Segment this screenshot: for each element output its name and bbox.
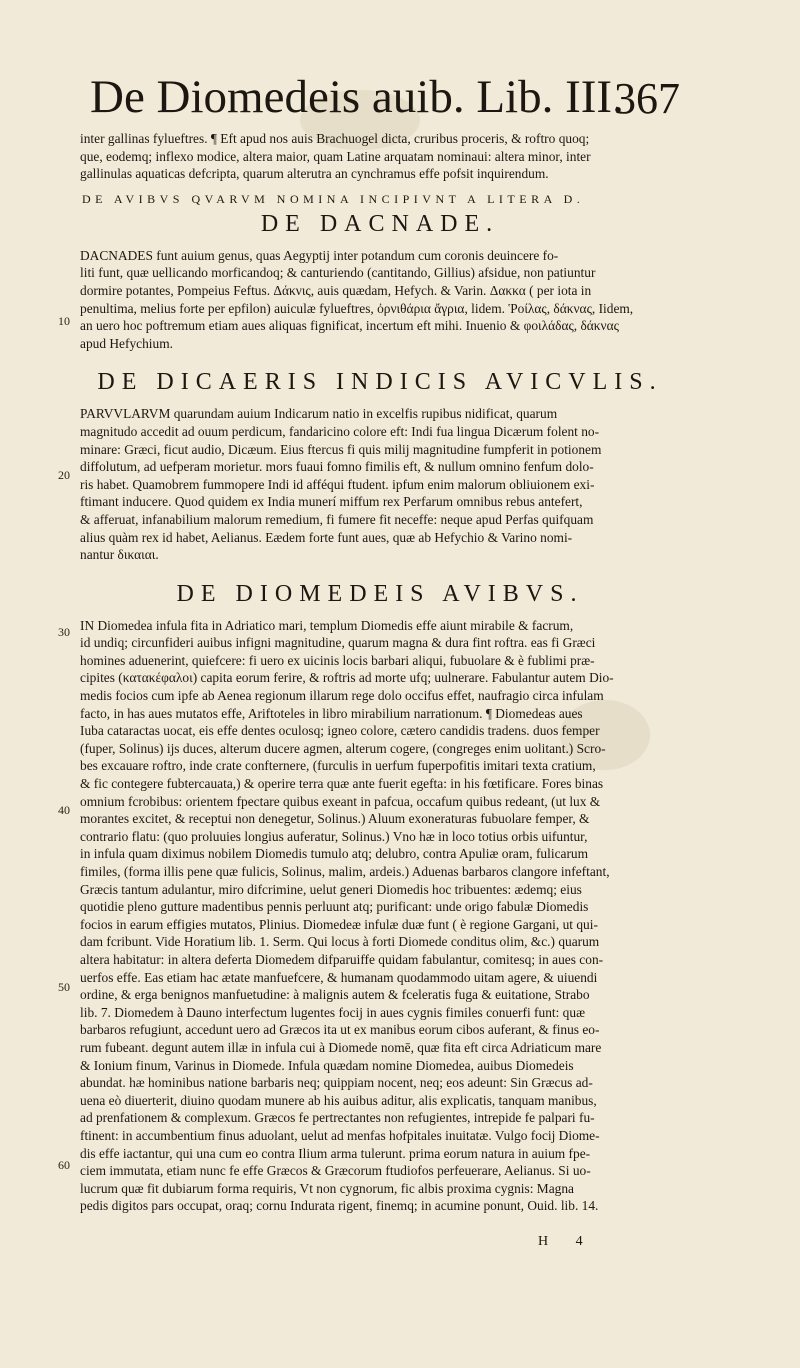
- section-heading-dacnade: DE DACNADE.: [260, 210, 500, 237]
- line-number: 50: [58, 980, 70, 994]
- text-line: morantes excitet, & receptui non denegetur, Solinus.) Aluum exoneraturas fubuolare femper, &: [80, 811, 590, 827]
- text-line: inter gallinas fylueftres. ¶ Eft apud nos auis Brachuogel dicta, cruribus proceris, & roftro quoq;: [80, 131, 590, 146]
- text-line: fimiles, (forma illis pene quæ fulicis, Solinus, malim, ardeis.) Aduenas barbaros clangore infeftant,: [80, 864, 610, 879]
- text-line: alius quàm rex id habet, Aelianus. Eædem forte funt aues, quæ ab Hefychio & Varino nomi-: [80, 529, 573, 545]
- text-line: ris habet. Quamobrem fummopere Indi id afféqui ftudent. ipfum enim malorum obliuionem exi-: [80, 476, 595, 492]
- text-line: quotidie pleno gutture madentibus pennis perluunt atq; purificant: unde origo fabulæ Diomedis: [80, 899, 589, 915]
- text-line: ciem immutata, etiam nunc fe effe Græcos & Græcorum ftudiofos perfeuerare, Aelianus. Si uo-: [80, 1163, 591, 1179]
- text-line: ftinent: in accumbentium finus aduolant, uelut ad menfas hofpitales inuitatæ. Vulgo focij Diome-: [80, 1127, 600, 1143]
- text-line: nantur δικαιαι.: [80, 547, 159, 563]
- text-line: uerfos effe. Eas etiam hac ætate manfuefcere, & humanam quodammodo uitam agere, & uiuendi: [80, 969, 598, 985]
- text-line: & afferuat, infanabilium malorum remedium, fi fumere fit neceffe: neque apud Perfas quifquam: [80, 511, 594, 527]
- text-line: id undiq; circunfideri auibus infigni magnitudine, quarum magna & dura fint roftra. eas fi Græci: [80, 635, 596, 651]
- line-number: 60: [58, 1158, 70, 1172]
- text-line: liti funt, quæ uellicando morficandoq; & canturiendo (cantitando, Gillius) afsidue, non patiuntur: [80, 265, 596, 281]
- text-line: bes excauare roftro, inde crate confternere, (furculis in uerfum fuperpofitis imitari texta cratium,: [80, 758, 596, 774]
- diomedeis-body: [80, 617, 680, 1215]
- text-line: medis focios cum ipfe ab Aenea regionum illarum rege dolo occifus effet, naufragio circa infulam: [80, 688, 604, 704]
- text-line: focios in earum effigies mutatos, Plinius. Diomedeæ infulæ duæ funt ( è regione Gargani, ut qui-: [80, 916, 598, 932]
- text-line: barbaros refugiunt, accedunt uero ad Græcos ita ut ex manibus eorum cibos auferant, & finus eo-: [80, 1022, 600, 1038]
- text-line: PARVVLARVM quarundam auium Indicarum natio in excelfis rupibus nidificat, quarum: [80, 406, 558, 422]
- text-line: lucrum quæ fit dubiarum forma requiris, Vt non cygnorum, fic albis proxima cygnis: Magna: [80, 1180, 574, 1196]
- text-line: dis effe iactantur, qui una cum eo contra Ilium arma tulerunt. prima eorum natura in auium fpe-: [80, 1145, 591, 1161]
- text-line: IN Diomedea infula fita in Adriatico mari, templum Diomedis effe aiunt mirabile & facrum,: [80, 617, 574, 633]
- text-line: uena eò diuerterit, diuino quodam munere ab his auibus aditur, alis explicatis, tanquam manibus,: [80, 1092, 597, 1108]
- text-line: pedis digitos pars occupat, oraq; cornu Indurata rigent, finemq; in acumine ponunt, Ouid. lib. 14.: [80, 1198, 599, 1214]
- text-line: ftimant inducere. Quod quidem ex India munerí miffum rex Perfarum omnibus rebus antefert,: [80, 494, 583, 510]
- text-line: & Ionium finum, Varinus in Diomede. Infula quædam nomine Diomedea, auibus Diomedeis: [80, 1057, 574, 1073]
- running-head: DE AVIBVS QVARVM NOMINA INCIPIVNT A LITERA D.: [82, 191, 585, 206]
- text-line: lib. 7. Diomedem à Dauno interfectum lugentes focij in aues cygnis fimiles conuerfi funt: quæ: [80, 1004, 585, 1020]
- text-line: omnium fcrobibus: orientem fpectare quibus exeant in pafcua, occafum quibus redeant, (ut lux &: [80, 793, 601, 809]
- text-line: apud Hefychium.: [80, 335, 173, 351]
- text-line: dam fcribunt. Vide Horatium lib. 1. Serm. Qui locus à forti Diomede conditus olim, &c.) quarum: [80, 934, 600, 950]
- text-line: penultima, melius forte per epfilon) auiculæ fylueftres, ὀρνιθάρια ἄγρια, lidem. Ῥοίλας, δάκνας, Iidem,: [80, 300, 634, 316]
- text-line: magnitudo accedit ad ouum perdicum, fandaricino colore eft: Indi fua lingua Dicærum folent no-: [80, 423, 600, 439]
- text-line: abundat. hæ hominibus natione barbaris neq; quippiam nocent, neq; eos adeunt: Sin Græcus ad-: [80, 1075, 593, 1091]
- text-line: an uero hoc poftremum etiam aues aliquas fignificat, incertum eft mihi. Inuenio & φοιλάδας, δάκνας: [80, 318, 619, 334]
- text-line: ordine, & erga benignos manfuetudine: à malignis autem & fceleratis fuga & euitatione, Strabo: [80, 987, 590, 1003]
- text-line: Iuba cataractas uocat, eis effe dentes oculosq; igneo colore, cætero candidis tradens. duos femper: [80, 723, 600, 739]
- text-line: Græcis tantum adulantur, miro difcrimine, uelut generi Diomedis hoc tribuentes: ædemq; eius: [80, 881, 582, 897]
- page-header: [80, 68, 680, 126]
- text-line: in infula quam diximus nobilem Diomedis tumulo atq; delubro, contra Apuliæ oram, fulicarum: [80, 846, 589, 862]
- section-heading-diomedeis: DE DIOMEDEIS AVIBVS.: [176, 580, 584, 607]
- signature-mark: H 4: [538, 1234, 595, 1249]
- line-number: 20: [58, 468, 70, 482]
- text-line: gallinulas aquaticas defcripta, quarum alterutra an cynchramus effe pofsit inquirendum.: [80, 166, 549, 182]
- text-line: contrario flatu: (quo proluuies longius auferatur, Solinus.) Vno hæ in loco totius orbis uifuntur,: [80, 828, 588, 844]
- text-line: diffolutum, ad uefperam morietur. mors fuaui fomno fimilis eft, & nullum omnino fenfum dolo-: [80, 459, 594, 475]
- section-heading-dicaeris: DE DICAERIS INDICIS AVICVLIS.: [97, 369, 663, 396]
- text-line: altera habitatur: in altera deferta Diomedem difparuiffe quidam fabulantur, comitesq; in aues con-: [80, 951, 604, 967]
- text-line: minare: Græci, ficut audio, Dicæum. Eius ftercus fi quis milij magnitudine fumpferit in potionem: [80, 441, 602, 457]
- main-text: [80, 130, 680, 1215]
- text-line: dormire potantes, Pompeius Feftus. Δάκνις, auis quædam, Hefych. & Varin. Δακκα ( per iota in: [80, 282, 592, 298]
- text-line: homines aduenerint, quiefcere: fi uero ex uicinis locis barbari aliqui, fubuolare & è fublimi præ-: [80, 652, 595, 668]
- text-line: (fuper, Solinus) ijs duces, alterum ducere agmen, alterum cogere, (congreges enim uolitant.) Scro-: [80, 740, 606, 756]
- line-number: 40: [58, 803, 70, 817]
- running-title: De Diomedeis auib. Lib. III.: [90, 71, 624, 123]
- text-line: ad prenfationem & complexum. Græcos fe pertrectantes non refugientes, intrepide fe palpari fu-: [80, 1110, 595, 1126]
- text-line: & fic contegere fubtercauata,) & operire terra quæ ante fuerit egefta: in his fœtificare. Fores binas: [80, 776, 604, 792]
- page-number: 367: [614, 74, 680, 123]
- text-line: DACNADES funt auium genus, quas Aegyptij inter potandum cum coronis deuincere fo-: [80, 247, 559, 263]
- line-number: 10: [58, 314, 70, 328]
- text-line: rum fubeant. degunt autem illæ in infula cui à Diomede nomē, quæ fita eft circa Adriaticum mare: [80, 1039, 602, 1055]
- text-line: facto, in has aues mutatos effe, Ariftoteles in libro mirabilium narrationum. ¶ Diomedeas aues: [80, 705, 583, 721]
- text-line: cipites (κατακέφαλοι) capita eorum ferire, & roftris ad morte ufq; uulnerare. Fabulantur autem Dio-: [80, 670, 614, 686]
- line-number: 30: [58, 625, 70, 639]
- text-line: que, eodemq; inflexo modice, altera maior, quam Latine arquatam nominaui: altera minor, inter: [80, 148, 591, 164]
